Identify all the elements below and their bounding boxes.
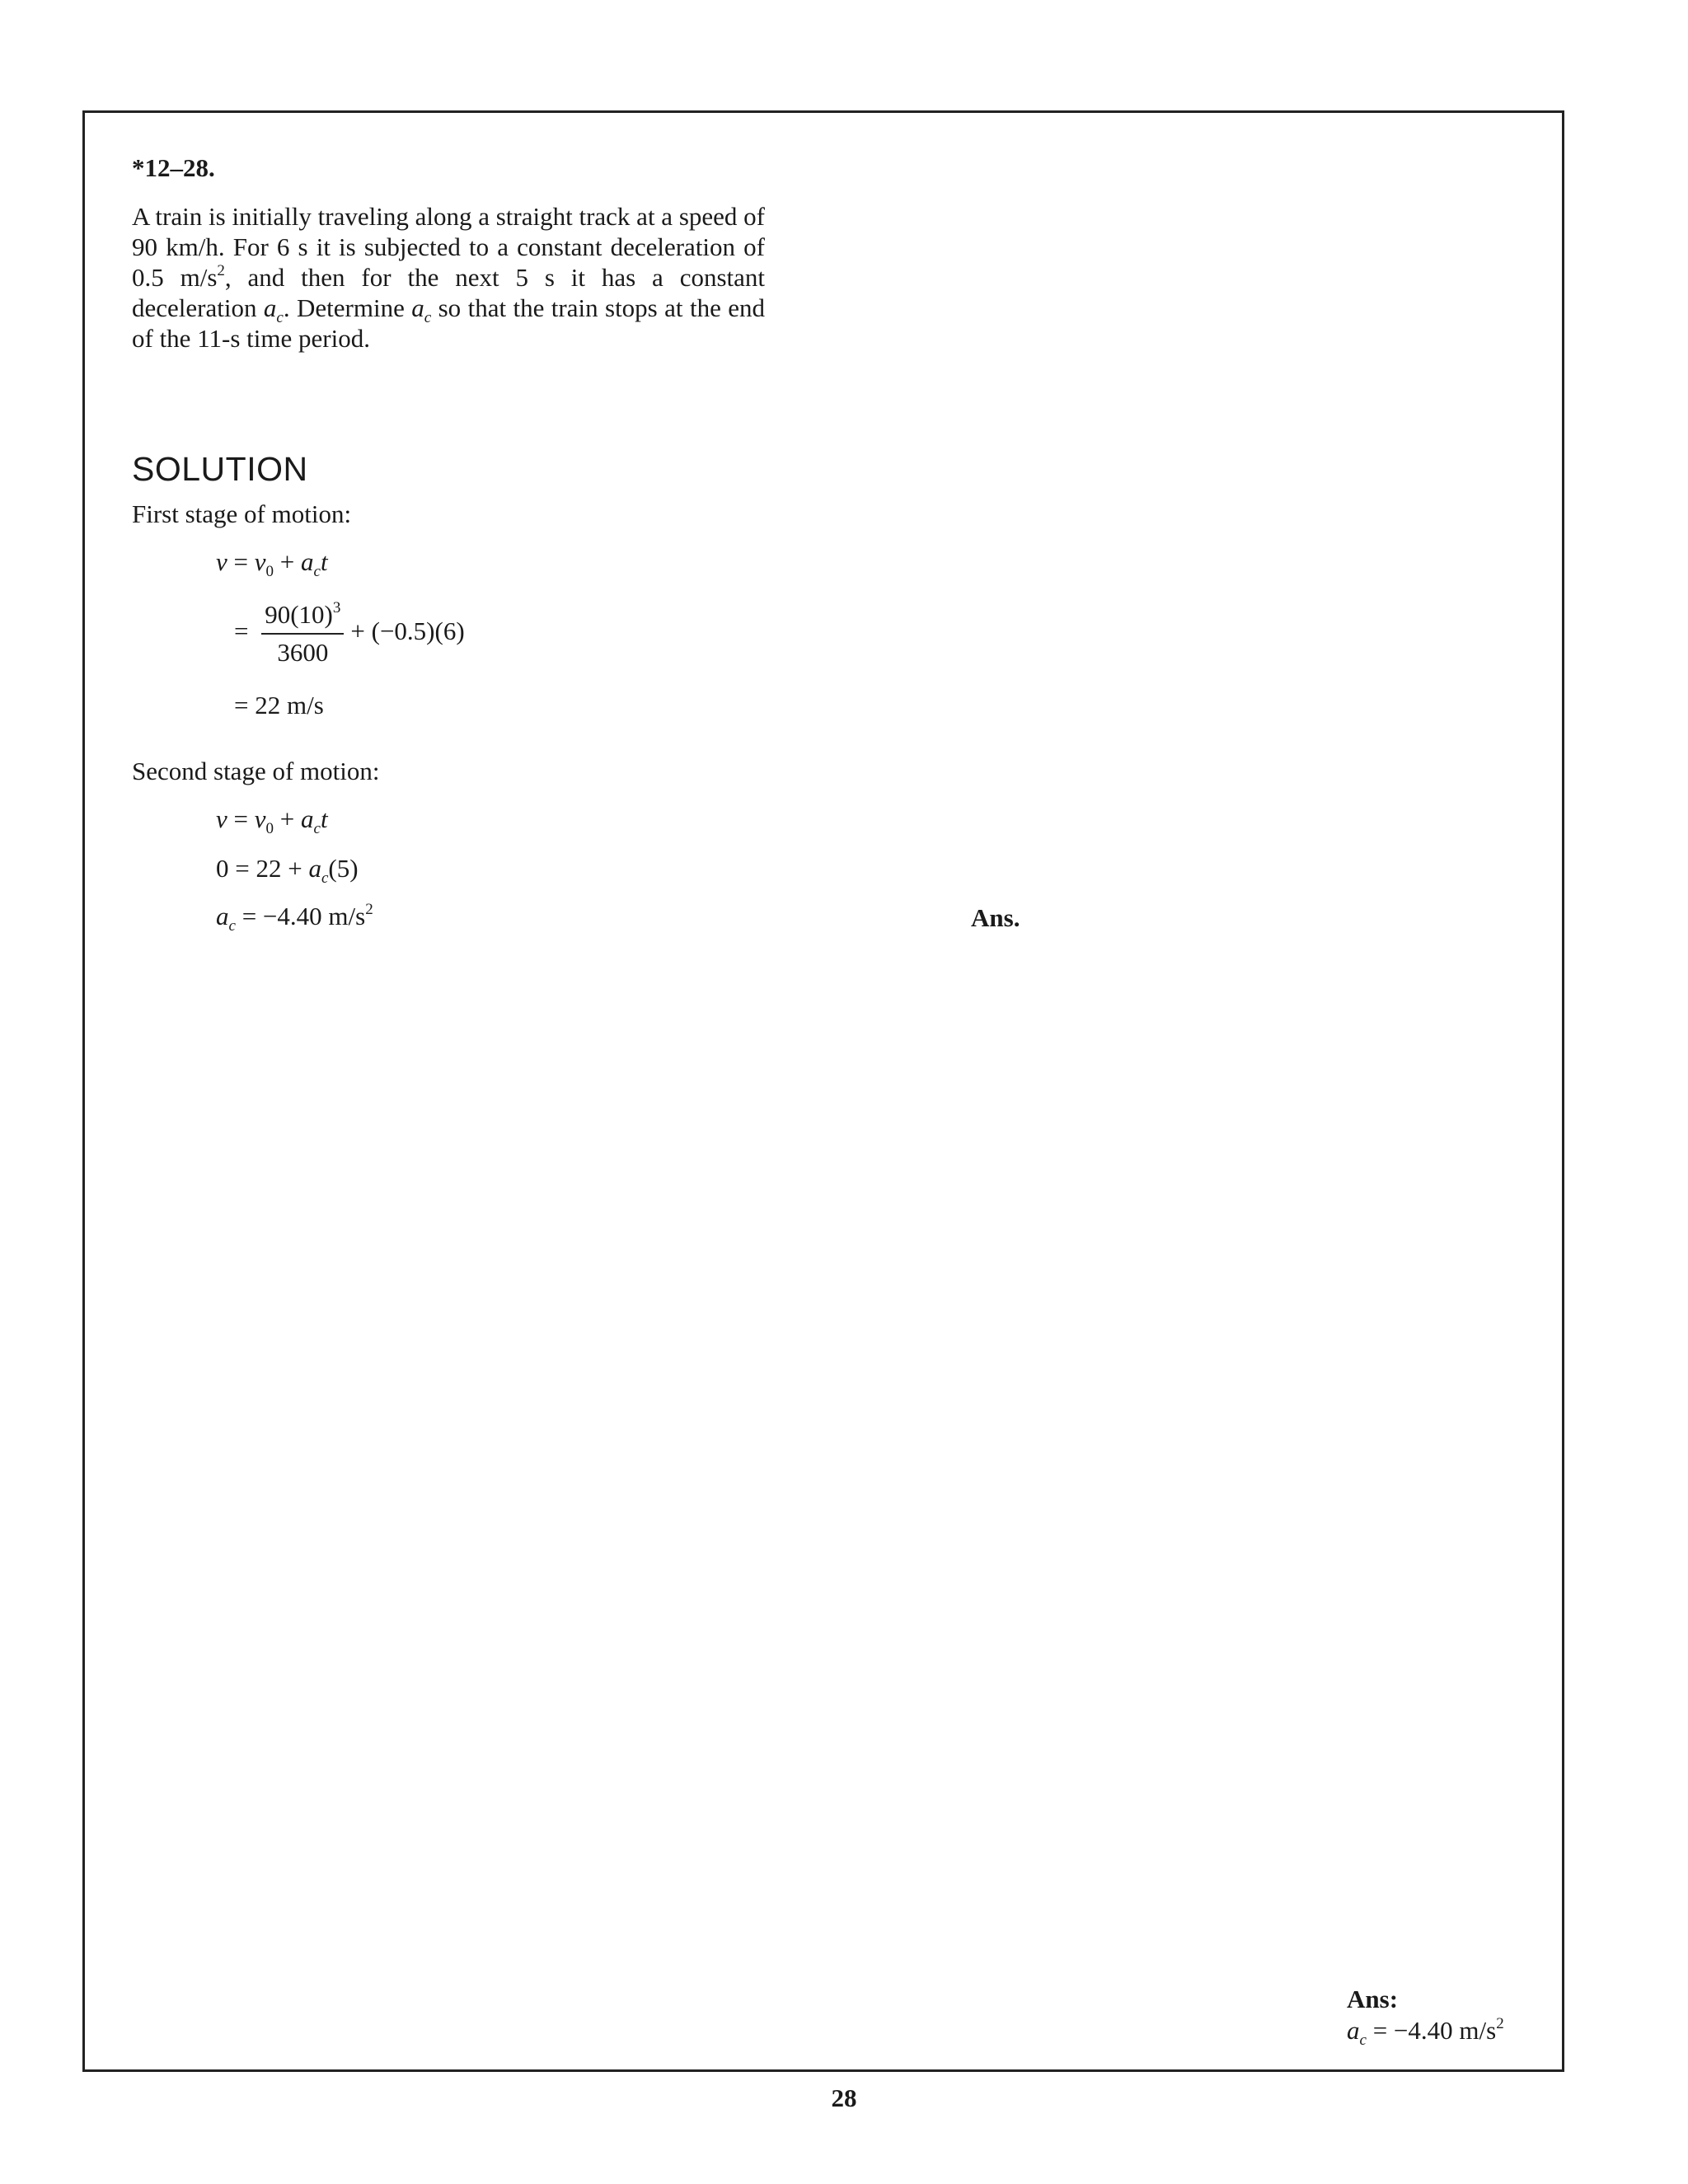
fraction: $\frac{90(10)^3}{3600}$	[261, 600, 344, 668]
stage1-equation-velocity: $v = v_0 + a_ct$	[216, 547, 328, 580]
stage1-label: First stage of motion:	[132, 499, 352, 528]
stage1-equation-result: = 22 m/s	[234, 691, 324, 719]
answer-box-value: $a_c = -4.40$ $m/s^2$	[1347, 2015, 1504, 2049]
problem-statement: A train is initially traveling along a straight track at a speed of 90 km/h. For 6 s it is subjected to a constant deceleration of 0.5 $m/s^2$, and then for the next 5 s it has a constant deceleration $a_c$. Determine $a_c$ so that the train stops at the end of the 11-s time period.	[132, 202, 766, 353]
stage2-equation-substitution: $0 = 22 + a_c(5)$	[216, 854, 359, 887]
page-frame	[82, 110, 1564, 2072]
stage2-label: Second stage of motion:	[132, 757, 380, 785]
problem-number: *12–28.	[132, 153, 215, 182]
page-number: 28	[831, 2083, 857, 2112]
answer-marker: Ans.	[971, 903, 1020, 932]
answer-box-label: Ans:	[1347, 1985, 1399, 2013]
stage2-equation-result: $a_c = -4.40$ $m/s^2$	[216, 901, 373, 935]
stage1-equation-substitution: = $\frac{90(10)^3}{3600}$ + (−0.5)(6)	[234, 599, 465, 667]
solution-heading: SOLUTION	[132, 450, 308, 488]
stage2-equation-velocity: $v = v_0 + a_ct$	[216, 804, 328, 837]
